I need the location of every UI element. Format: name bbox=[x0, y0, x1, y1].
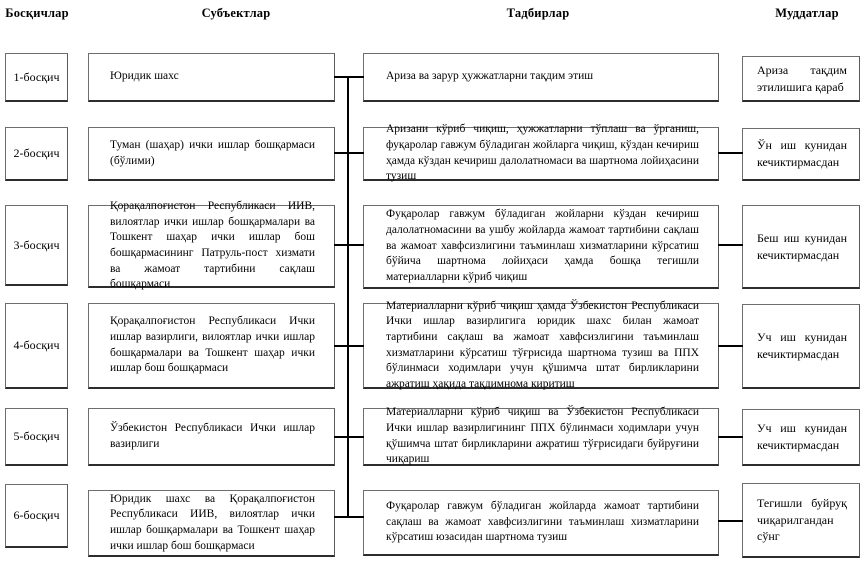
activity-text: Материалларни кўриб чиқиш ҳамда Ўзбекистон Республикаси Ички ишлар вазирлигига юридик шахс билан жамоат тартибини сақлаш ва жамоат хавфсизлигини таъминлаш хизматларини кўрсатиш тўғрисида шартнома тузиш ва ППХ бўлинмаси ходимлари учун қўшимча штат бирликларини ажратиш ҳақида тақдимнома киритиш bbox=[386, 299, 699, 390]
deadline-text: Уч иш кунидан кечиктирмасдан bbox=[757, 330, 847, 361]
subject-text: Ўзбекистон Республикаси Ички ишлар вазирлиги bbox=[110, 421, 315, 450]
deadline-text: Уч иш кунидан кечиктирмасдан bbox=[757, 421, 847, 452]
column-header-activities: Тадбирлар bbox=[506, 6, 570, 20]
deadline-box bbox=[742, 205, 860, 289]
activity-text: Материалларни кўриб чиқиш ва Ўзбекистон Республикаси Ички ишлар вазирлигининг ППХ бўлинмаси ходимлари учун қўшимча штат бирликларини ажратиш тўғрисидаги буйруғини чиқариш bbox=[386, 406, 699, 466]
stage-box bbox=[5, 303, 68, 389]
subject-box bbox=[88, 490, 335, 557]
connector-subject-activity-row2 bbox=[334, 152, 364, 154]
column-header-deadlines: Муддатлар bbox=[775, 6, 839, 20]
stage-label: 6-босқич bbox=[13, 508, 60, 522]
connector-activity-deadline-row5 bbox=[718, 436, 743, 438]
activity-text: Ариза ва зарур ҳужжатларни тақдим этиш bbox=[386, 70, 594, 83]
stage-box bbox=[5, 127, 68, 181]
subject-box bbox=[88, 53, 335, 102]
connector-subject-activity-row5 bbox=[334, 436, 364, 438]
stage-box bbox=[5, 484, 68, 548]
activity-box bbox=[363, 53, 719, 102]
activity-box bbox=[363, 299, 719, 390]
connector-activity-deadline-row6 bbox=[718, 520, 743, 522]
deadline-text: Тегишли буйруқ чиқарилгандан сўнг bbox=[757, 496, 847, 544]
activity-text: Аризани кўриб чиқиш, ҳужжатларни тўплаш ва ўрганиш, фуқаролар гавжум бўладиган жойларга чиқиш, кўздан кечириш ҳамда кўздан кечириш далолатномаси ва шартнома лойиҳасини тузиш bbox=[386, 123, 699, 183]
subject-box bbox=[88, 200, 335, 291]
connector-subject-activity-row1 bbox=[334, 76, 364, 78]
connector-vertical-spine bbox=[347, 76, 349, 518]
connector-activity-deadline-row4 bbox=[718, 345, 743, 347]
stage-label: 3-босқич bbox=[13, 237, 60, 252]
activity-text: Фуқаролар гавжум бўладиган жойларда жамоат тартибини сақлаш ва жамоат хавфсизлигини таъминлаш хизматларини кўрсатиш юзасидан шартнома тузиш bbox=[386, 500, 699, 544]
connector-subject-activity-row3 bbox=[334, 244, 364, 246]
column-header-stages: Босқичлар bbox=[5, 6, 69, 20]
deadline-text: Ўн иш кунидан кечиктирмасдан bbox=[757, 138, 847, 169]
stage-label: 4-босқич bbox=[13, 338, 60, 352]
subject-box bbox=[88, 408, 335, 466]
subject-text: Қорақалпоғистон Республикаси ИИВ, вилоятлар ички ишлар бошқармалари ва Тошкент шаҳар ички ишлар бош бошқармасининг Патруль-пост хизмати ва жамоат тартибини сақлаш бошқармаси bbox=[110, 200, 315, 291]
subject-box bbox=[88, 127, 335, 181]
subject-box bbox=[88, 303, 335, 389]
activity-box bbox=[363, 123, 719, 183]
connector-subject-activity-row6 bbox=[334, 516, 364, 518]
activity-box bbox=[363, 205, 719, 289]
activity-box bbox=[363, 408, 719, 466]
subject-text: Юридик шахс ва Қорақалпоғистон Республикаси ИИВ, вилоятлар ички ишлар бошқармалари ва Тошкент шаҳар ички ишлар бош бошқармаси bbox=[110, 492, 315, 552]
column-header-subjects: Субъектлар bbox=[201, 6, 271, 20]
deadline-box bbox=[742, 56, 860, 102]
stage-box bbox=[5, 205, 68, 286]
connector-activity-deadline-row2 bbox=[718, 152, 743, 154]
subject-text: Юридик шахс bbox=[110, 70, 179, 83]
stage-label: 2-босқич bbox=[13, 146, 60, 160]
deadline-text: Беш иш кунидан кечиктирмасдан bbox=[757, 230, 847, 262]
deadline-text: Ариза тақдим этилишига қараб bbox=[757, 62, 847, 94]
deadline-box bbox=[742, 128, 860, 181]
activity-box bbox=[363, 490, 719, 556]
connector-activity-deadline-row3 bbox=[718, 244, 743, 246]
connector-subject-activity-row4 bbox=[334, 345, 364, 347]
stage-box bbox=[5, 53, 68, 102]
stage-label: 1-босқич bbox=[13, 69, 60, 84]
deadline-box bbox=[742, 409, 860, 466]
deadline-box bbox=[742, 483, 860, 558]
stage-label: 5-босқич bbox=[13, 429, 60, 443]
activity-text: Фуқаролар гавжум бўладиган жойларни кўздан кечириш далолатномасини ва ушбу жойларда жамоат тартибини сақлаш ва жамоат хавфсизлигини таъминлаш хизматларини кўрсатиш бўйича шартнома лойиҳаси ҳамда бошқа тегишли материалларни кўриб чиқиш bbox=[386, 208, 699, 283]
subject-text: Қорақалпоғистон Республикаси Ички ишлар вазирлиги, вилоятлар ички ишлар бошқармалари ва Тошкент шаҳар ички ишлар бош бошқармаси bbox=[110, 315, 315, 375]
subject-text: Туман (шаҳар) ички ишлар бошқармаси (бўлими) bbox=[110, 138, 315, 167]
stage-box bbox=[5, 408, 68, 466]
deadline-box bbox=[742, 304, 860, 389]
